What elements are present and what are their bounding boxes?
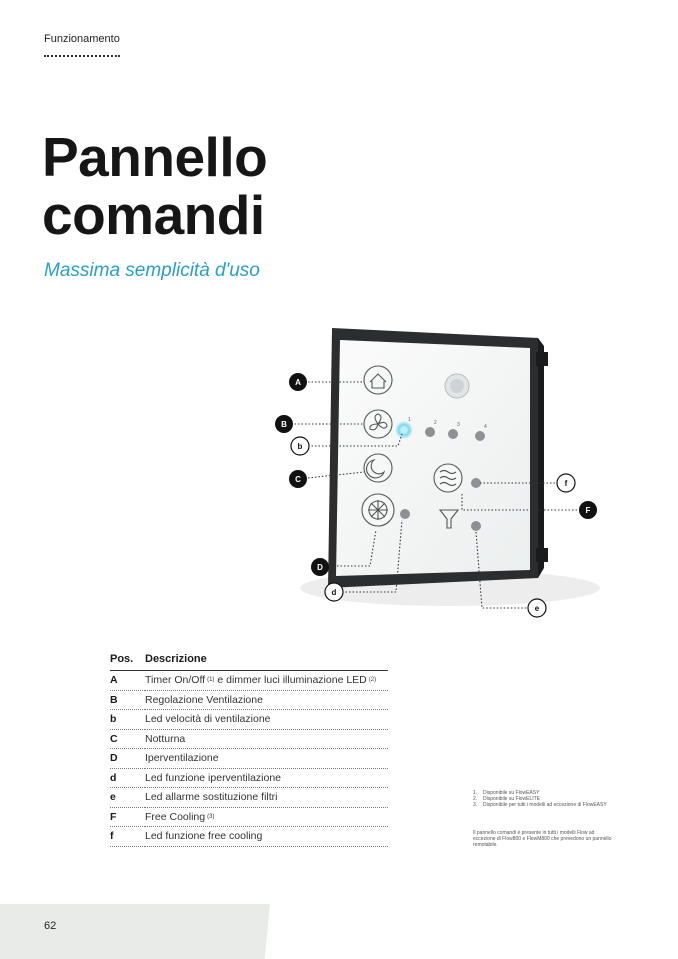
night-button-icon (364, 454, 392, 482)
svg-text:B: B (281, 420, 287, 429)
led-free-cooling (471, 478, 481, 488)
callout-e (528, 599, 546, 617)
boost-button-icon (362, 494, 394, 526)
table-row: b Led velocità di ventilazione (110, 710, 388, 730)
header-desc: Descrizione (145, 653, 207, 665)
callout-b (291, 437, 309, 455)
title-line-1: Pannello (42, 126, 268, 188)
free-cooling-button-icon (434, 464, 462, 492)
svg-text:C: C (295, 475, 301, 484)
table-row: d Led funzione iperventilazione (110, 769, 388, 789)
table-row: F Free Cooling (3) (110, 808, 388, 828)
page-title (42, 128, 267, 244)
sensor-icon (445, 374, 469, 398)
footnote-item: 1. Disponibile su FlowEASY (473, 790, 540, 796)
callout-B (275, 415, 293, 433)
svg-text:f: f (564, 479, 568, 488)
svg-text:e: e (534, 604, 540, 613)
table-row: e Led allarme sostituzione filtri (110, 788, 388, 808)
callout-A (289, 373, 307, 391)
callout-D (311, 558, 329, 576)
model-note: Il pannello comandi è presente in tutti i modelli Flow ad eccezione di Flow800 e FlowM800 che prevedono un pannello remotabile. (473, 830, 612, 848)
speed-label-4: 4 (484, 424, 487, 430)
table-header (110, 653, 388, 671)
header-pos: Pos. (110, 653, 134, 665)
page-number: 62 (44, 920, 57, 932)
callout-f (557, 474, 575, 492)
footnotes (473, 790, 613, 808)
section-divider (44, 55, 120, 57)
callout-C (289, 470, 307, 488)
speed-label-3: 3 (457, 422, 460, 428)
led-filter-alarm (471, 521, 481, 531)
table-row: f Led funzione free cooling (110, 827, 388, 847)
svg-text:F: F (585, 506, 591, 515)
led-speed-3 (448, 429, 458, 439)
table-row: A Timer On/Off (1) e dimmer luci illuminazione LED (2) (110, 671, 388, 691)
callout-d (325, 583, 343, 601)
led-speed-4 (475, 431, 485, 441)
svg-text:D: D (317, 563, 323, 572)
svg-text:d: d (331, 588, 337, 597)
section-label: Funzionamento (44, 33, 120, 45)
table-row: B Regolazione Ventilazione (110, 691, 388, 711)
callout-F (579, 501, 597, 519)
footer-band (0, 904, 270, 959)
footnote-item: 3. Disponibile per tutti i modelli ad eccezione di FlowEASY (473, 802, 607, 808)
table-row: D Iperventilazione (110, 749, 388, 769)
title-line-2: comandi (42, 184, 265, 246)
home-button-icon (364, 366, 392, 394)
page-subtitle: Massima semplicità d'uso (44, 260, 260, 281)
led-speed-2 (425, 427, 435, 437)
table-row: C Notturna (110, 730, 388, 750)
svg-text:A: A (295, 378, 301, 387)
fan-button-icon (364, 410, 392, 438)
description-table (110, 653, 388, 847)
speed-label-2: 2 (434, 420, 437, 426)
footnote-item: 2. Disponibile su FlowELITE (473, 796, 540, 802)
led-boost (400, 509, 410, 519)
speed-label-1: 1 (408, 417, 411, 423)
control-panel-figure (270, 320, 610, 620)
svg-text:b: b (297, 442, 303, 451)
